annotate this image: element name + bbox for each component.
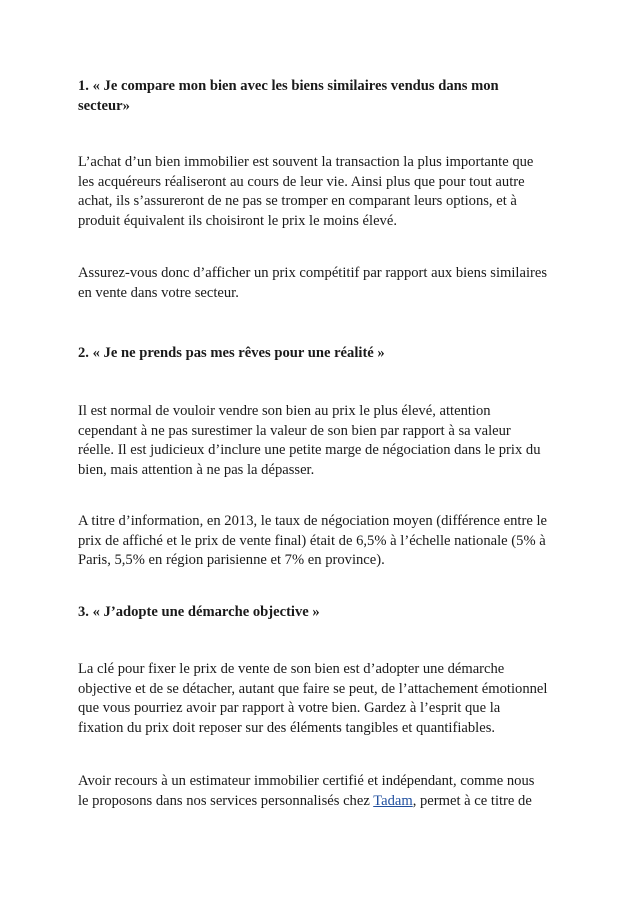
paragraph-1	[78, 153, 568, 231]
paragraph-line: objective et de se détacher, autant que faire se peut, de l’attachement émotionnel	[78, 680, 548, 697]
paragraph-line: fixation du prix doit reposer sur des éléments tangibles et quantifiables.	[78, 719, 496, 736]
paragraph-5	[78, 660, 568, 738]
paragraph-line: La clé pour fixer le prix de vente de son bien est d’adopter une démarche	[78, 661, 505, 677]
paragraph-line: A titre d’information, en 2013, le taux de négociation moyen (différence entre le	[78, 513, 547, 529]
paragraph-line	[78, 792, 568, 812]
section-heading-3	[78, 603, 568, 623]
paragraph-line: Paris, 5,5% en région parisienne et 7% en province).	[78, 552, 385, 569]
tadam-link[interactable]: Tadam	[373, 792, 413, 809]
section-heading-2	[78, 344, 568, 364]
heading-line: 1. « Je compare mon bien avec les biens similaires vendus dans mon	[78, 78, 499, 94]
paragraph-2	[78, 264, 568, 303]
paragraph-line: Avoir recours à un estimateur immobilier certifié et indépendant, comme nous	[78, 773, 535, 789]
paragraph-line: réelle. Il est judicieux d’inclure une petite marge de négociation dans le prix du	[78, 442, 541, 459]
heading-line: secteur»	[78, 97, 130, 114]
paragraph-3	[78, 402, 568, 480]
paragraph-text: , permet à ce titre de	[412, 792, 532, 809]
paragraph-line: produit équivalent ils choisiront le prix le moins élevé.	[78, 212, 397, 229]
paragraph-line: achat, ils s’assureront de ne pas se tromper en comparant leurs options, et à	[78, 193, 517, 210]
paragraph-4	[78, 512, 568, 571]
paragraph-line: L’achat d’un bien immobilier est souvent la transaction la plus importante que	[78, 154, 534, 170]
paragraph-line: les acquéreurs réaliseront au cours de leur vie. Ainsi plus que pour tout autre	[78, 173, 525, 190]
heading-line: 3. « J’adopte une démarche objective »	[78, 604, 320, 620]
paragraph-line: bien, mais attention à ne pas la dépasser.	[78, 461, 315, 478]
section-heading-1	[78, 77, 568, 116]
paragraph-line: cependant à ne pas surestimer la valeur de son bien par rapport à sa valeur	[78, 422, 511, 439]
paragraph-line: que vous pourriez avoir par rapport à votre bien. Gardez à l’esprit que la	[78, 700, 501, 717]
paragraph-line: Assurez-vous donc d’afficher un prix compétitif par rapport aux biens similaires	[78, 265, 548, 281]
paragraph-line: en vente dans votre secteur.	[78, 284, 239, 301]
paragraph-line: Il est normal de vouloir vendre son bien au prix le plus élevé, attention	[78, 403, 491, 419]
paragraph-6	[78, 772, 568, 811]
heading-line: 2. « Je ne prends pas mes rêves pour une réalité »	[78, 345, 385, 361]
paragraph-text: le proposons dans nos services personnalisés chez	[78, 792, 374, 809]
paragraph-line: prix de affiché et le prix de vente final) était de 6,5% à l’échelle nationale (5% à	[78, 532, 546, 549]
